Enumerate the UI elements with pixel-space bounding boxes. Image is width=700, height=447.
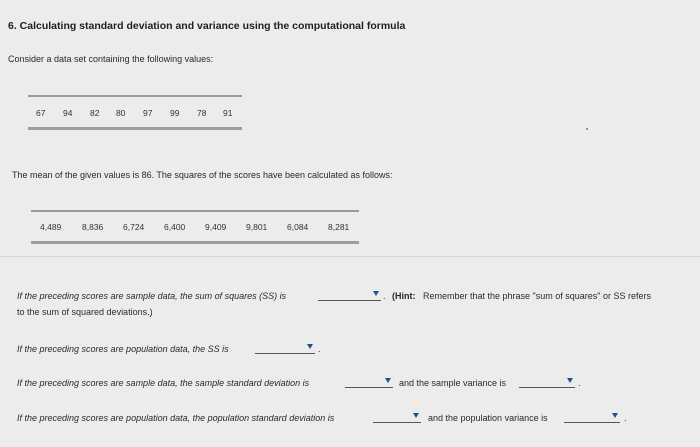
squares-row <box>40 222 358 232</box>
q1-ss-sample-dropdown[interactable] <box>318 289 381 301</box>
artifact-dot <box>586 128 588 130</box>
square-cell: 6,724 <box>123 222 145 232</box>
q1-hint-text: Remember that the phrase "sum of squares" or SS refers <box>423 291 651 301</box>
values-bottom-rule <box>28 127 242 130</box>
q3-sample-sd-dropdown[interactable] <box>345 376 393 388</box>
q2-prompt: If the preceding scores are population data, the SS is <box>17 344 229 354</box>
square-cell: 8,836 <box>82 222 104 232</box>
q1-hint-label: (Hint: <box>392 291 416 301</box>
q1-hint-period: . <box>383 291 386 301</box>
square-cell: 6,400 <box>164 222 186 232</box>
chevron-down-icon <box>307 344 313 349</box>
chevron-down-icon <box>385 378 391 383</box>
square-cell: 4,489 <box>40 222 62 232</box>
value-cell: 99 <box>170 108 180 118</box>
chevron-down-icon <box>413 413 419 418</box>
squares-top-rule <box>31 210 359 212</box>
q3-period: . <box>578 378 581 388</box>
value-cell: 78 <box>197 108 207 118</box>
q4-population-sd-dropdown[interactable] <box>373 411 421 423</box>
question-title: 6. Calculating standard deviation and variance using the computational formula <box>8 20 406 32</box>
q1-hint-continued: to the sum of squared deviations.) <box>17 307 153 317</box>
q3-sample-variance-dropdown[interactable] <box>519 376 575 388</box>
section-divider <box>0 256 700 257</box>
chevron-down-icon <box>612 413 618 418</box>
chevron-down-icon <box>373 291 379 296</box>
q4-mid-text: and the population variance is <box>428 413 548 423</box>
q3-prompt: If the preceding scores are sample data, the sample standard deviation is <box>17 378 310 388</box>
q2-ss-population-dropdown[interactable] <box>255 342 315 354</box>
square-cell: 9,801 <box>246 222 268 232</box>
value-cell: 80 <box>116 108 126 118</box>
values-row <box>36 108 243 118</box>
mean-text: The mean of the given values is 86. The squares of the scores have been calculated as follows: <box>12 170 393 180</box>
value-cell: 91 <box>223 108 233 118</box>
q3-mid-text: and the sample variance is <box>399 378 507 388</box>
values-top-rule <box>28 95 242 97</box>
square-cell: 9,409 <box>205 222 227 232</box>
q4-population-variance-dropdown[interactable] <box>564 411 620 423</box>
intro-text: Consider a data set containing the following values: <box>8 54 214 64</box>
q1-prompt: If the preceding scores are sample data, the sum of squares (SS) is <box>17 291 287 301</box>
value-cell: 82 <box>90 108 100 118</box>
value-cell: 67 <box>36 108 46 118</box>
q2-period: . <box>318 344 321 354</box>
q4-period: . <box>624 413 627 423</box>
q4-prompt: If the preceding scores are population data, the population standard deviation is <box>17 413 335 423</box>
value-cell: 97 <box>143 108 153 118</box>
value-cell: 94 <box>63 108 73 118</box>
squares-bottom-rule <box>31 241 359 244</box>
square-cell: 6,084 <box>287 222 309 232</box>
chevron-down-icon <box>567 378 573 383</box>
square-cell: 8,281 <box>328 222 350 232</box>
